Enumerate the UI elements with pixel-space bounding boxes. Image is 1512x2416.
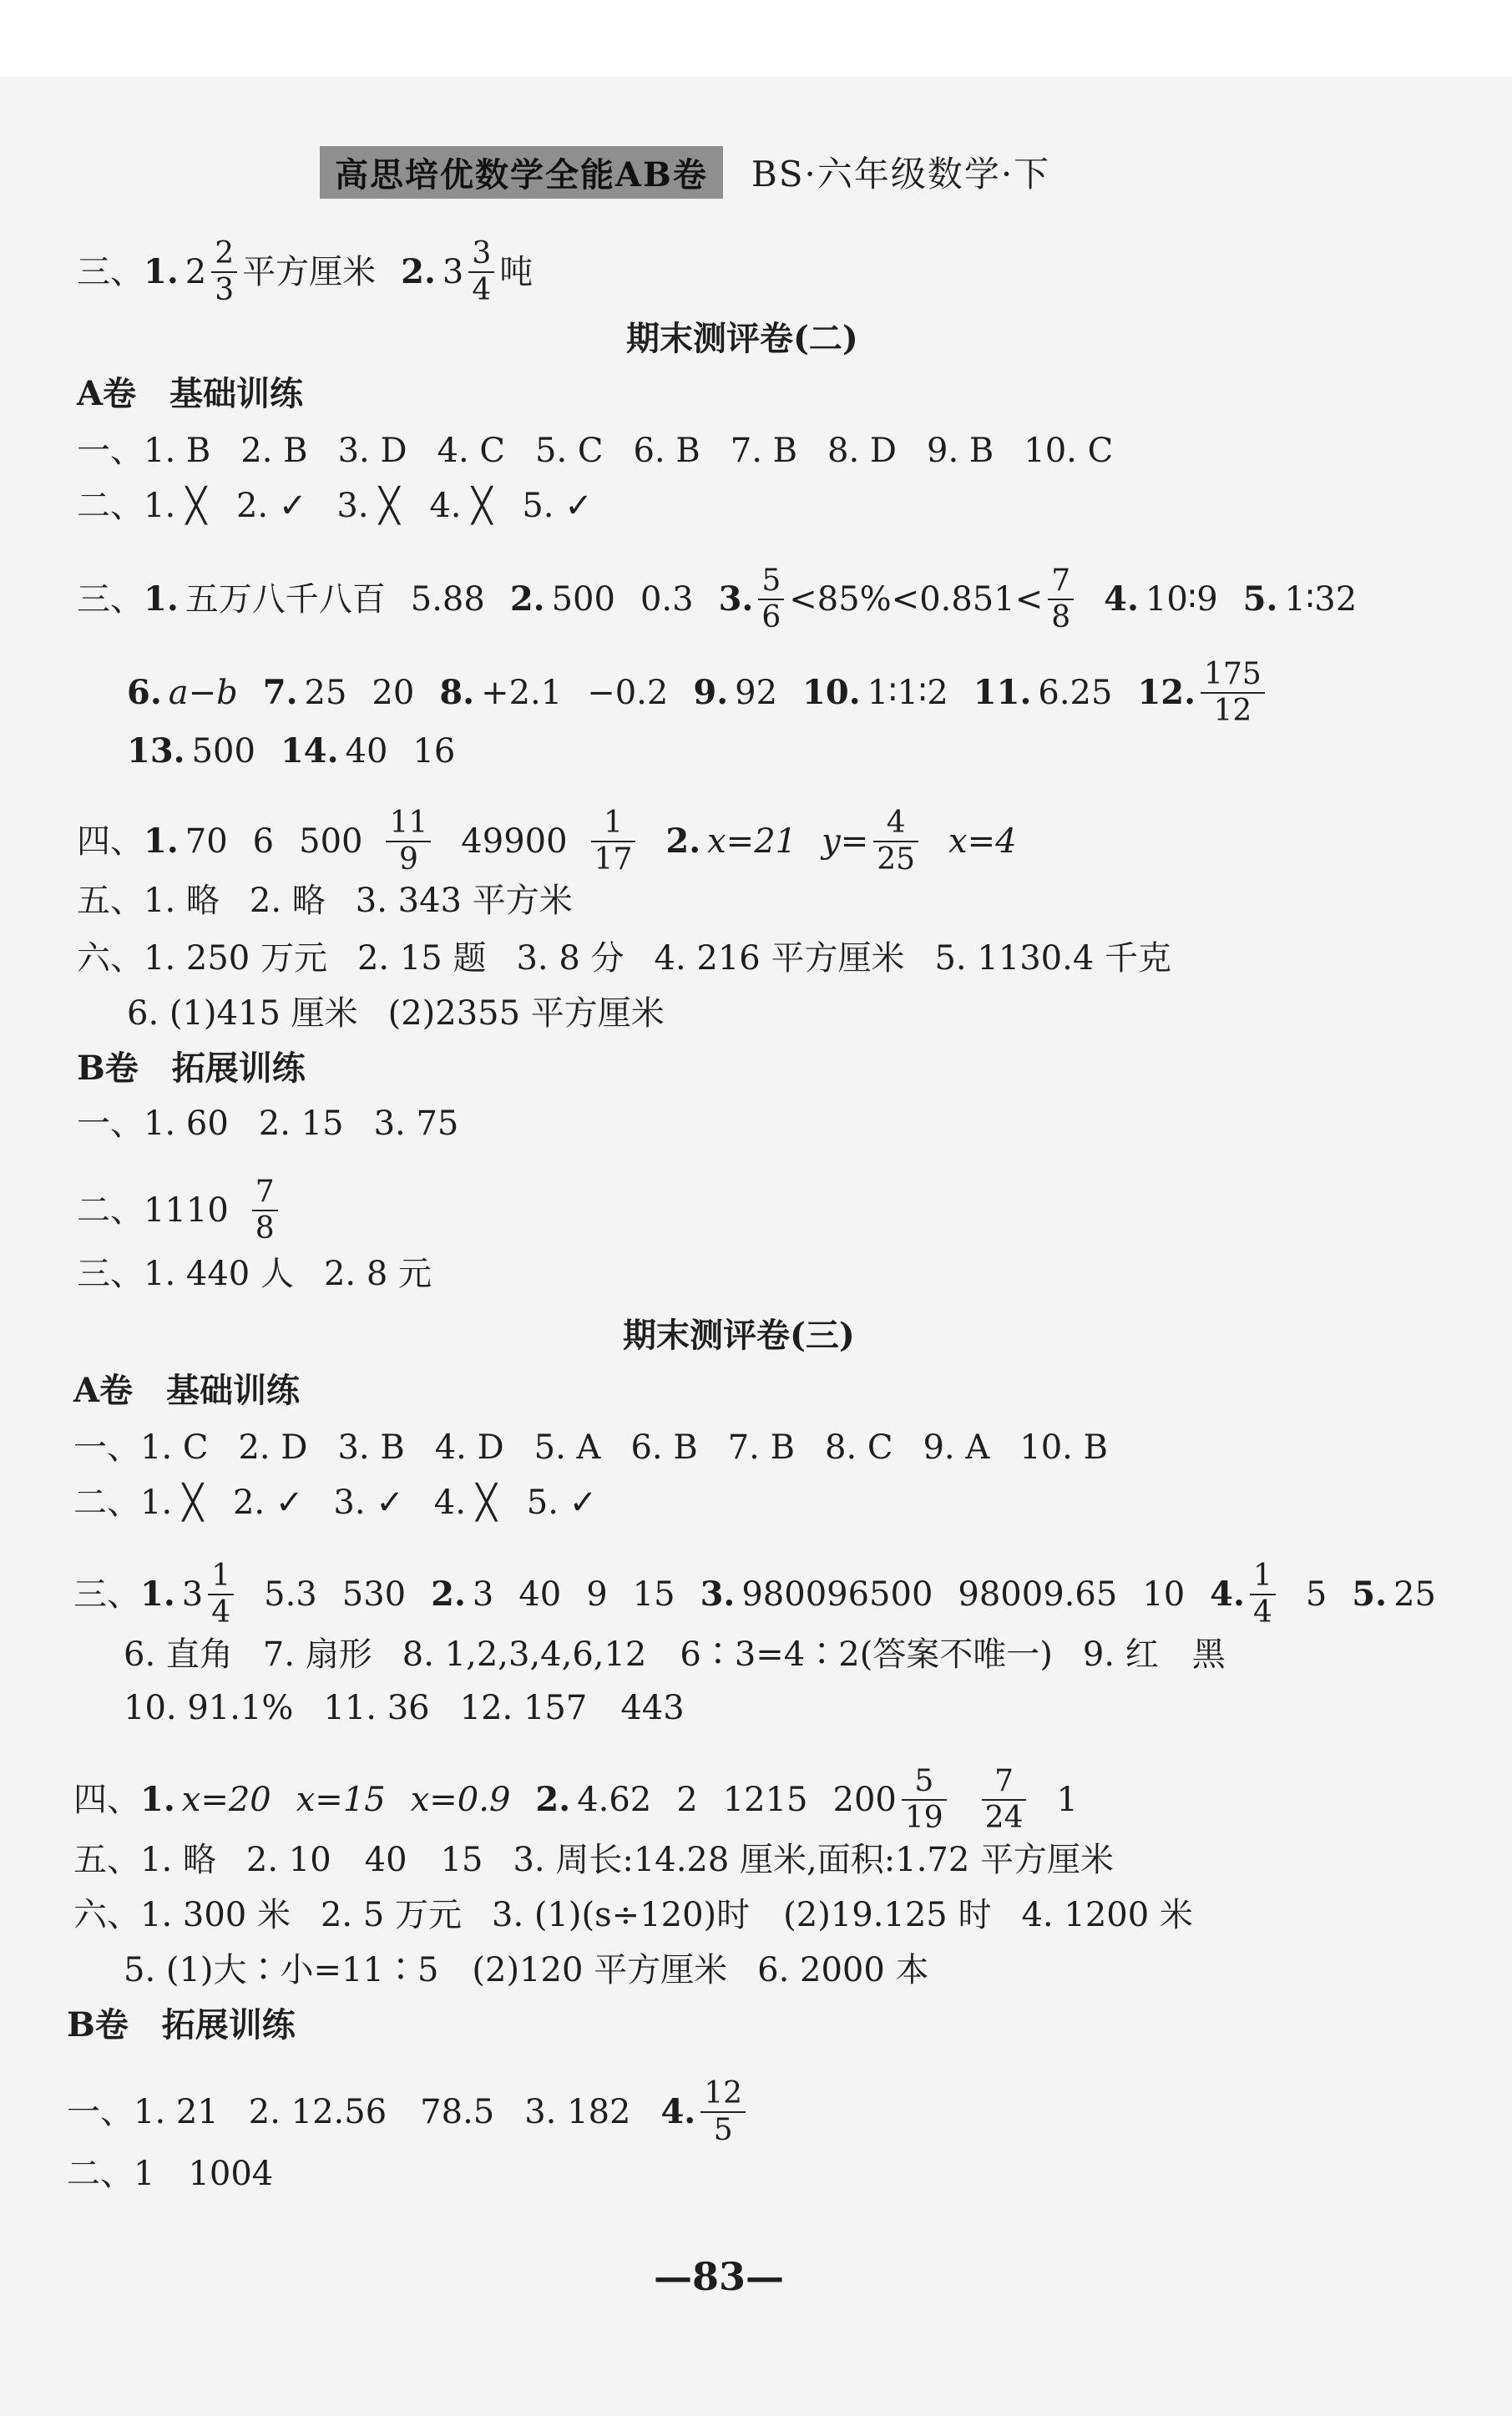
answer-item: 4. 216 平方厘米 [654, 939, 905, 978]
answer-text: 5. [1352, 1574, 1388, 1614]
answer-item: 2. ✓ [235, 487, 307, 525]
answer-text: 500 [299, 822, 363, 861]
answer-text: 4.62 [577, 1781, 652, 1819]
answer-text: 3 [472, 1575, 494, 1614]
exam2-b-section-1 [77, 1104, 488, 1144]
answer-text: 92 [735, 674, 778, 712]
answer-item: 2. 5 万元 [320, 1896, 462, 1934]
answer-text: 一、 [77, 1104, 144, 1143]
top-margin [0, 0, 1512, 77]
answer-item: 1. 300 米 [140, 1896, 291, 1934]
answer-text: 5. [1242, 579, 1278, 619]
answer-text: 25 [1393, 1575, 1436, 1614]
answer-text: 200 [832, 1781, 897, 1819]
exam2-section-5 [77, 881, 603, 921]
answer-item: 6. (1)415 厘米 [127, 994, 358, 1033]
answer-text: 3 [181, 1575, 204, 1614]
fraction-denominator: 17 [594, 842, 633, 877]
exam3-section-1 [73, 1428, 1138, 1468]
fraction [211, 236, 237, 307]
answer-text: 0.3 [640, 580, 694, 619]
fraction-denominator: 3 [215, 273, 235, 307]
answer-item: 3. ✓ [333, 1483, 404, 1522]
answer-item: 3. 8 分 [516, 939, 625, 978]
answer-text: 1110 [144, 1191, 229, 1230]
page-number: —83— [654, 2254, 785, 2299]
answer-item: 9. 红 黑 [1082, 1635, 1226, 1674]
exam3-a-title: A卷 基础训练 [73, 1371, 301, 1410]
answer-text: 二、 [77, 1191, 144, 1230]
answer-text: 6. [127, 673, 162, 712]
answer-item: 6. B [633, 432, 700, 470]
fraction [982, 1764, 1027, 1835]
answer-text: 1 1004 [134, 2155, 274, 2193]
answer-item: 1. ╳ [140, 1483, 203, 1522]
exam3-section-6-line2 [124, 1950, 959, 1990]
fraction-numerator: 7 [255, 1175, 275, 1209]
answer-item: (2)2355 平方厘米 [387, 994, 665, 1033]
answer-item: 10. B [1019, 1428, 1108, 1467]
fraction [208, 1561, 234, 1628]
answer-item: 12. 157 443 [459, 1689, 685, 1727]
exam2-section-6-line2 [127, 993, 695, 1034]
exam3-section-3-line3 [124, 1688, 715, 1728]
exam2-title: 期末测评卷(二) [626, 319, 858, 358]
answer-text: 6.25 [1038, 674, 1113, 712]
answer-text: 五、 [77, 882, 144, 920]
answer-text: 吨 [499, 253, 533, 291]
answer-text: 二、 [73, 1483, 140, 1522]
answer-text: 2 [676, 1781, 698, 1819]
fraction-numerator: 5 [761, 564, 781, 598]
answer-text: 1∶1∶2 [867, 674, 948, 712]
exam3-b-section-1 [67, 2076, 751, 2147]
answer-text: 10 [1142, 1575, 1186, 1614]
fraction-denominator: 4 [1252, 1595, 1272, 1630]
exam3-section-3-line2 [124, 1635, 1256, 1675]
answer-item: 1. 440 人 [144, 1255, 294, 1293]
answer-text: <85%<0.851< [789, 580, 1044, 619]
answer-text: 2. [665, 821, 701, 861]
answer-text: 平方厘米 [242, 253, 377, 291]
exam2-b-section-2 [77, 1177, 283, 1244]
answer-text: 四、 [73, 1781, 140, 1819]
exam3-b-title: B卷 拓展训练 [67, 2005, 296, 2045]
fraction-numerator: 2 [215, 236, 235, 270]
answer-text: 500 [551, 580, 615, 619]
fraction-numerator: 11 [389, 806, 428, 840]
answer-text: 三、 [77, 580, 144, 619]
answer-item: 7. B [727, 1428, 795, 1467]
answer-item: 9. B [927, 432, 994, 470]
answer-item: 2. 15 题 [357, 939, 487, 978]
answer-item: 4. ╳ [433, 1483, 497, 1522]
exam2-section-3-line1 [77, 566, 1357, 633]
fraction-denominator: 6 [761, 600, 781, 634]
exam3-b-section-2 [67, 2154, 273, 2194]
answer-item: 9. A [923, 1428, 990, 1467]
answer-text: 16 [412, 732, 456, 771]
answer-item: 2. D [238, 1428, 308, 1467]
fraction [252, 1177, 278, 1244]
answer-text: 5 [1305, 1575, 1327, 1614]
fraction-denominator: 25 [877, 842, 916, 877]
answer-item: 2. 8 元 [323, 1255, 432, 1293]
answer-text: 四、 [77, 822, 144, 861]
answer-text: 三、 [77, 253, 144, 291]
answer-item: 2. 10 40 15 [245, 1841, 483, 1879]
exam2-b-section-3 [77, 1254, 462, 1294]
exam3-section-4 [73, 1764, 1078, 1835]
answer-item: 1. C [140, 1428, 209, 1467]
answer-text: 40 [345, 732, 388, 771]
answer-text: 8. [439, 673, 475, 712]
answer-text: 7. [262, 673, 298, 712]
fraction-denominator: 4 [211, 1595, 231, 1630]
answer-item: 3. (1)(s÷120)时 (2)19.125 时 [492, 1896, 992, 1934]
answer-text: 14. [280, 731, 339, 771]
answer-text: 1. [140, 1574, 175, 1614]
answer-item: 1. 略 [144, 882, 220, 920]
fraction-numerator: 3 [472, 236, 492, 270]
fraction [591, 808, 636, 875]
answer-text: 9 [586, 1575, 608, 1614]
answer-text: 25 [304, 674, 347, 712]
answer-text: 二、 [77, 487, 144, 525]
answer-item: 7. B [730, 432, 798, 470]
answer-text: 98009.65 [958, 1575, 1118, 1614]
answer-text: 二、 [67, 2155, 134, 2193]
fraction-denominator: 8 [1051, 600, 1071, 634]
answer-text: x=20 [181, 1781, 271, 1819]
fraction-denominator: 24 [984, 1801, 1024, 1835]
fraction-numerator: 1 [1252, 1559, 1272, 1593]
answer-text: 70 [185, 822, 228, 861]
answer-text: 3. [718, 579, 754, 619]
answer-item: 5. (1)大∶小=11∶5 (2)120 平方厘米 [124, 1951, 728, 1989]
answer-text: x=21 [707, 822, 797, 861]
exam2-section-2 [77, 486, 623, 526]
carryover-section-3 [77, 236, 533, 307]
answer-text: 6 [252, 822, 275, 861]
answer-text: 1. [144, 252, 179, 291]
answer-item: 6. B [630, 1428, 698, 1467]
answer-text: +2.1 [481, 674, 563, 712]
answer-text: 980096500 [741, 1575, 933, 1614]
answer-item: 6. 2000 本 [757, 1951, 929, 1989]
answer-item: 5. 1130.4 千克 [934, 939, 1172, 978]
answer-text: 六、 [77, 939, 144, 978]
fraction [386, 808, 431, 875]
exam2-section-6 [77, 938, 1201, 978]
fraction-denominator: 19 [904, 1801, 943, 1835]
fraction [1250, 1561, 1276, 1628]
fraction-denominator: 8 [255, 1211, 275, 1246]
answer-text: 15 [632, 1575, 675, 1614]
answer-item: 7. 扇形 [262, 1635, 372, 1674]
answer-text: 500 [191, 732, 255, 771]
answer-item: 4. C [437, 432, 505, 470]
answer-item: 5. A [533, 1428, 601, 1467]
answer-text: 2. [431, 1574, 466, 1614]
fraction [758, 566, 784, 633]
answer-item: 3. 75 [373, 1104, 459, 1143]
answer-text: 六、 [73, 1896, 140, 1934]
book-subtitle: BS·六年级数学·下 [751, 154, 1051, 195]
exam3-section-3-line1 [73, 1561, 1436, 1628]
answer-item: 8. D [827, 432, 897, 470]
answer-item: 4. D [434, 1428, 504, 1467]
answer-text: 1 [1056, 1781, 1078, 1819]
answer-text: 3. [700, 1574, 736, 1614]
answer-item: 1. ╳ [144, 487, 206, 525]
answer-text: y= [822, 822, 869, 861]
answer-text: 一、 [73, 1428, 140, 1467]
answer-item: 1. 60 [144, 1104, 229, 1143]
answer-text: 10∶9 [1145, 580, 1218, 619]
answer-text: 2. [535, 1780, 571, 1819]
answer-item: 5. ✓ [526, 1483, 598, 1522]
fraction-numerator: 1 [211, 1559, 231, 1593]
page-header [320, 146, 1050, 198]
answer-text: a−b [168, 674, 238, 712]
answer-text: 3 [442, 253, 464, 291]
answer-text: −0.2 [587, 674, 669, 712]
answer-text: 五、 [73, 1841, 140, 1879]
fraction [1201, 657, 1265, 728]
answer-item: 10. C [1024, 432, 1114, 470]
answer-text: 10. [802, 673, 861, 712]
answer-text: 4. [660, 2092, 696, 2131]
answer-item: 2. B [240, 432, 308, 470]
answer-item: 3. D [337, 432, 407, 470]
answer-text: 5.88 [410, 580, 485, 619]
exam3-section-6 [73, 1895, 1223, 1935]
answer-item: 3. 182 [524, 2093, 631, 2131]
answer-item: 2. 略 [249, 882, 326, 920]
answer-text: 五万八千八百 [185, 580, 386, 619]
answer-text: 1. [140, 1780, 175, 1819]
exam2-b-title: B卷 拓展训练 [77, 1049, 306, 1088]
answer-text: 一、 [77, 432, 144, 470]
answer-item: 5. ✓ [522, 487, 593, 525]
answer-item: 2. 15 [258, 1104, 344, 1143]
answer-text: 49900 [461, 822, 568, 861]
answer-text: 5.3 [264, 1575, 317, 1614]
exam2-section-4 [77, 808, 1017, 875]
answer-item: 11. 36 [323, 1689, 430, 1727]
answer-item: 5. C [535, 432, 604, 470]
answer-text: 4. [1210, 1574, 1245, 1614]
exam2-section-1 [77, 431, 1143, 471]
answer-item: 3. 343 平方米 [355, 882, 573, 920]
answer-item: 3. 周长:14.28 厘米,面积:1.72 平方厘米 [513, 1841, 1115, 1879]
fraction [1048, 566, 1074, 633]
answer-text: 一、 [67, 2093, 134, 2131]
answer-item: 4. ╳ [429, 487, 493, 525]
answer-text: 13. [127, 731, 185, 771]
fraction-numerator: 1 [604, 806, 623, 840]
fraction-numerator: 7 [1051, 564, 1071, 598]
answer-text: 4. [1104, 579, 1139, 619]
answer-item: 1. 21 [134, 2093, 219, 2131]
answer-text: 1. [144, 821, 179, 861]
fraction [468, 236, 494, 307]
answer-item: 2. ✓ [232, 1483, 304, 1522]
book-brand: 高思培优数学全能AB卷 [320, 146, 723, 199]
answer-item: 4. 1200 米 [1021, 1896, 1193, 1934]
exam2-a-title: A卷 基础训练 [77, 374, 304, 413]
exam3-section-2 [73, 1483, 627, 1523]
fraction-denominator: 5 [713, 2113, 733, 2147]
answer-item: 1. 250 万元 [144, 939, 327, 978]
answer-text: 2. [401, 252, 436, 291]
answer-text: 1∶32 [1284, 580, 1358, 619]
answer-text: 1215 [722, 1781, 808, 1819]
exam2-section-3-line3 [127, 731, 455, 771]
fraction [700, 2076, 746, 2147]
answer-item: 3. B [337, 1428, 405, 1467]
answer-item: 3. ╳ [336, 487, 400, 525]
fraction-denominator: 4 [472, 273, 492, 307]
answer-item: 2. 12.56 78.5 [248, 2093, 495, 2131]
answer-text: x=15 [296, 1781, 386, 1819]
answer-text: 12. [1137, 673, 1196, 712]
answer-text: 2 [185, 253, 207, 291]
exam3-title: 期末测评卷(三) [623, 1316, 855, 1355]
answer-text: 530 [341, 1575, 407, 1614]
fraction [902, 1764, 947, 1835]
fraction-numerator: 7 [994, 1764, 1014, 1798]
answer-item: 6. 直角 [124, 1635, 233, 1674]
exam2-section-3-line2 [127, 657, 1270, 728]
answer-item: 10. 91.1% [124, 1689, 294, 1727]
answer-text: 三、 [77, 1255, 144, 1293]
fraction-denominator: 12 [1213, 694, 1252, 728]
answer-text: 1. [144, 579, 179, 619]
fraction-numerator: 12 [704, 2076, 743, 2110]
fraction-numerator: 5 [914, 1764, 934, 1798]
answer-item: 8. C [825, 1428, 893, 1467]
answer-text: 三、 [73, 1575, 140, 1614]
fraction-numerator: 175 [1204, 657, 1262, 691]
answer-text: 20 [372, 674, 415, 712]
answer-text: 40 [518, 1575, 562, 1614]
answer-text: x=0.9 [410, 1781, 511, 1819]
fraction [873, 808, 918, 875]
exam3-section-5 [73, 1840, 1144, 1880]
answer-item: 8. 1,2,3,4,6,12 6∶3=4∶2(答案不唯一) [402, 1635, 1053, 1674]
fraction-numerator: 4 [886, 806, 906, 840]
answer-text: 2. [509, 579, 545, 619]
answer-text: 9. [693, 673, 729, 712]
fraction-denominator: 9 [398, 842, 418, 877]
answer-text: 11. [973, 673, 1032, 712]
answer-text: x=4 [948, 822, 1017, 861]
answer-item: 1. 略 [140, 1841, 216, 1879]
answer-item: 1. B [144, 432, 211, 470]
